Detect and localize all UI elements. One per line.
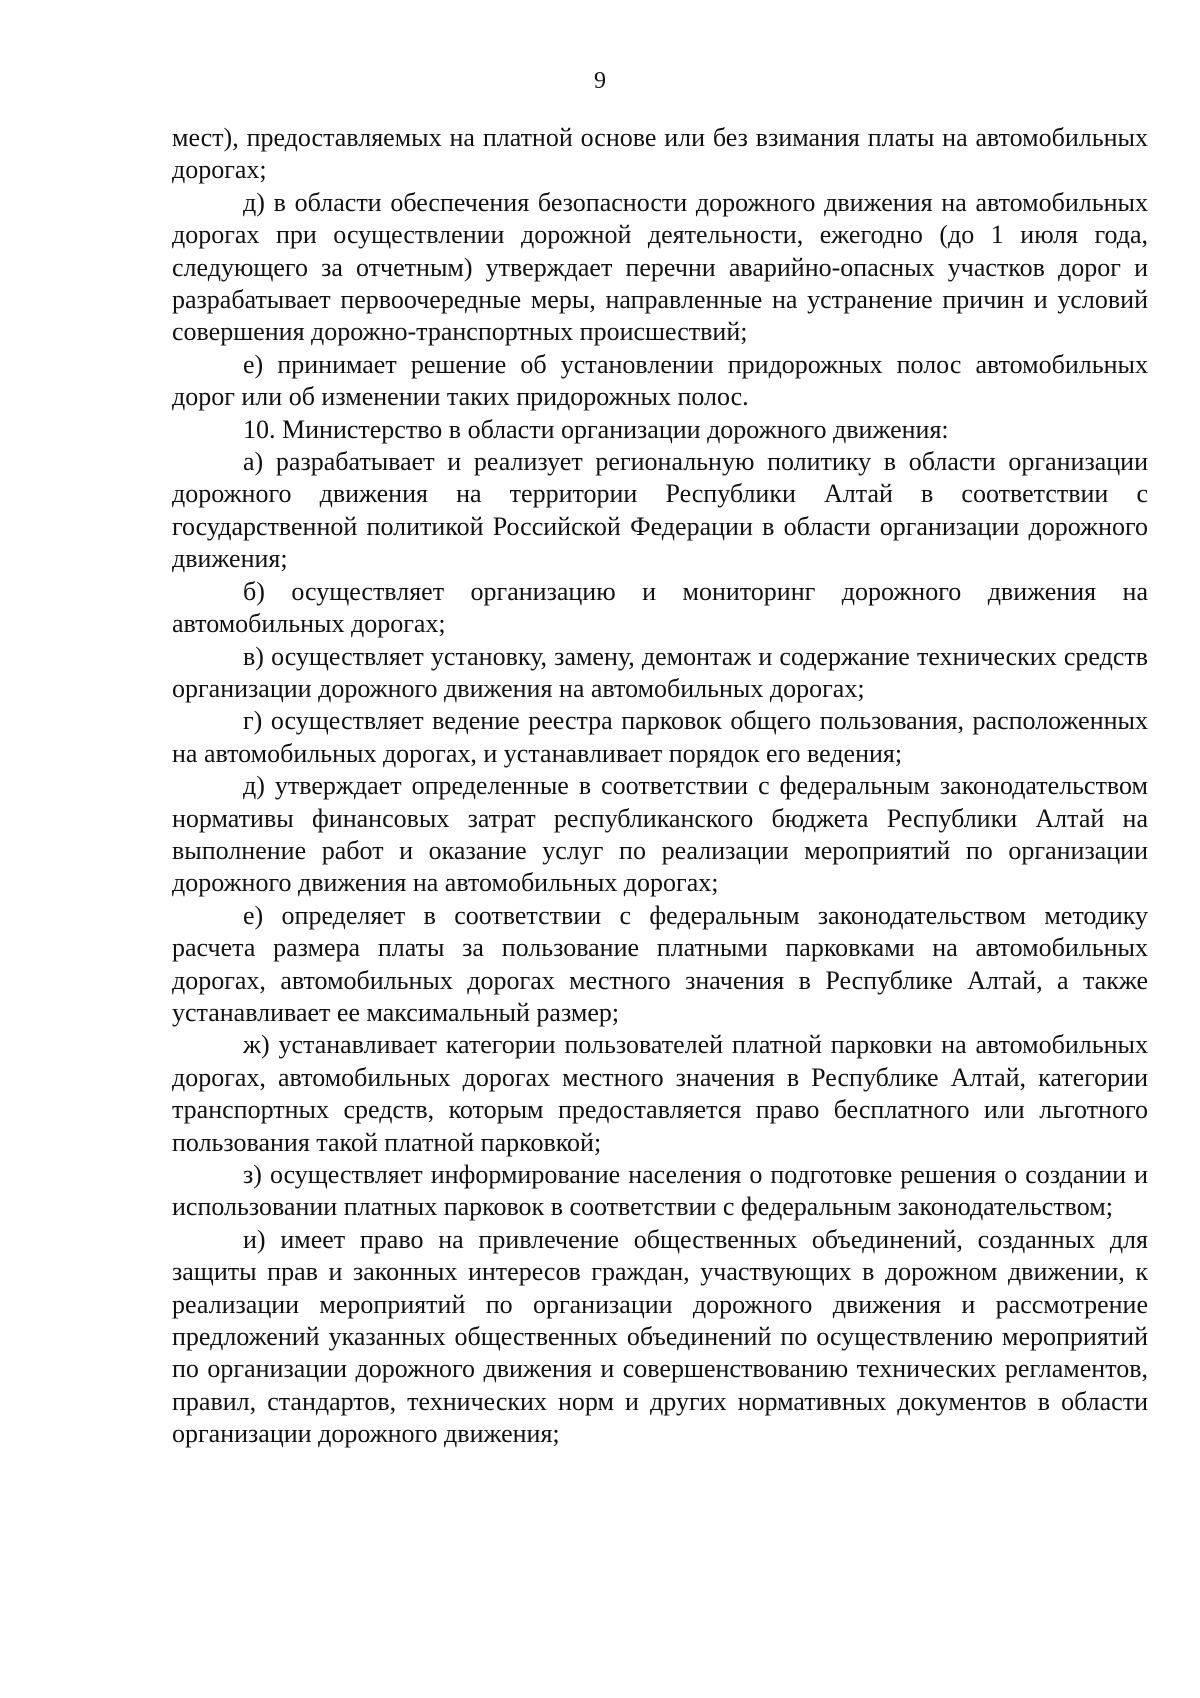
paragraph-item-d-road-safety: д) в области обеспечения безопасности дорожного движения на автомобильных дорогах при осуществлении дорожной деятельности, ежегодно (до 1 июля года, следующего за отчетным) утверждает перечни аварийно-опасных участков дорог и разрабатывает первоочередные меры, направленные на устранение причин и условий совершения дорожно-транспортных происшествий; <box>172 187 1148 347</box>
paragraph-item-b: б) осуществляет организацию и мониторинг дорожного движения на автомобильных дорогах; <box>172 576 1148 639</box>
paragraph-item-e: е) определяет в соответствии с федеральным законодательством методику расчета размера платы за пользование платными парковками на автомобильных дорогах, автомобильных дорогах местного значения в Республике Алтай, а также устанавливает ее максимальный размер; <box>172 900 1148 1027</box>
paragraph-item-i: и) имеет право на привлечение общественных объединений, созданных для защиты прав и законных интересов граждан, участвующих в дорожном движении, к реализации мероприятий по организации дорожного движения и рассмотрение предложений указанных общественных объединений по осуществлению мероприятий по организации дорожного движения и совершенствованию технических регламентов, правил, стандартов, технических норм и других нормативных документов в области организации дорожного движения; <box>172 1224 1148 1449</box>
paragraph-item-zh: ж) устанавливает категории пользователей платной парковки на автомобильных дорогах, автомобильных дорогах местного значения в Республике Алтай, категории транспортных средств, которым предоставляется право бесплатного или льготного пользования такой платной парковкой; <box>172 1030 1148 1157</box>
document-body <box>172 122 1148 1451</box>
paragraph-item-z: з) осуществляет информирование населения о подготовке решения о создании и использовании платных парковок в соответствии с федеральным законодательством; <box>172 1160 1148 1222</box>
paragraph-continuation: мест), предоставляемых на платной основе или без взимания платы на автомобильных дорогах; <box>172 123 1148 185</box>
paragraph-item-g: г) осуществляет ведение реестра парковок общего пользования, расположенных на автомобильных дорогах, и устанавливает порядок его ведения; <box>172 706 1148 768</box>
paragraph-item-e-roadside-strips: е) принимает решение об установлении придорожных полос автомобильных дорог или об изменении таких придорожных полос. <box>172 349 1148 412</box>
page-number: 9 <box>594 68 606 94</box>
section-heading-10: 10. Министерство в области организации дорожного движения: <box>243 414 949 444</box>
paragraph-item-d: д) утверждает определенные в соответствии с федеральным законодательством нормативы финансовых затрат республиканского бюджета Республики Алтай на выполнение работ и оказание услуг по реализации мероприятий по организации дорожного движения на автомобильных дорогах; <box>172 771 1148 898</box>
paragraph-item-v: в) осуществляет установку, замену, демонтаж и содержание технических средств организации дорожного движения на автомобильных дорогах; <box>172 641 1148 703</box>
paragraph-item-a: а) разрабатывает и реализует региональную политику в области организации дорожного движения на территории Республики Алтай в соответствии с государственной политикой Российской Федерации в области организации дорожного движения; <box>172 447 1148 574</box>
